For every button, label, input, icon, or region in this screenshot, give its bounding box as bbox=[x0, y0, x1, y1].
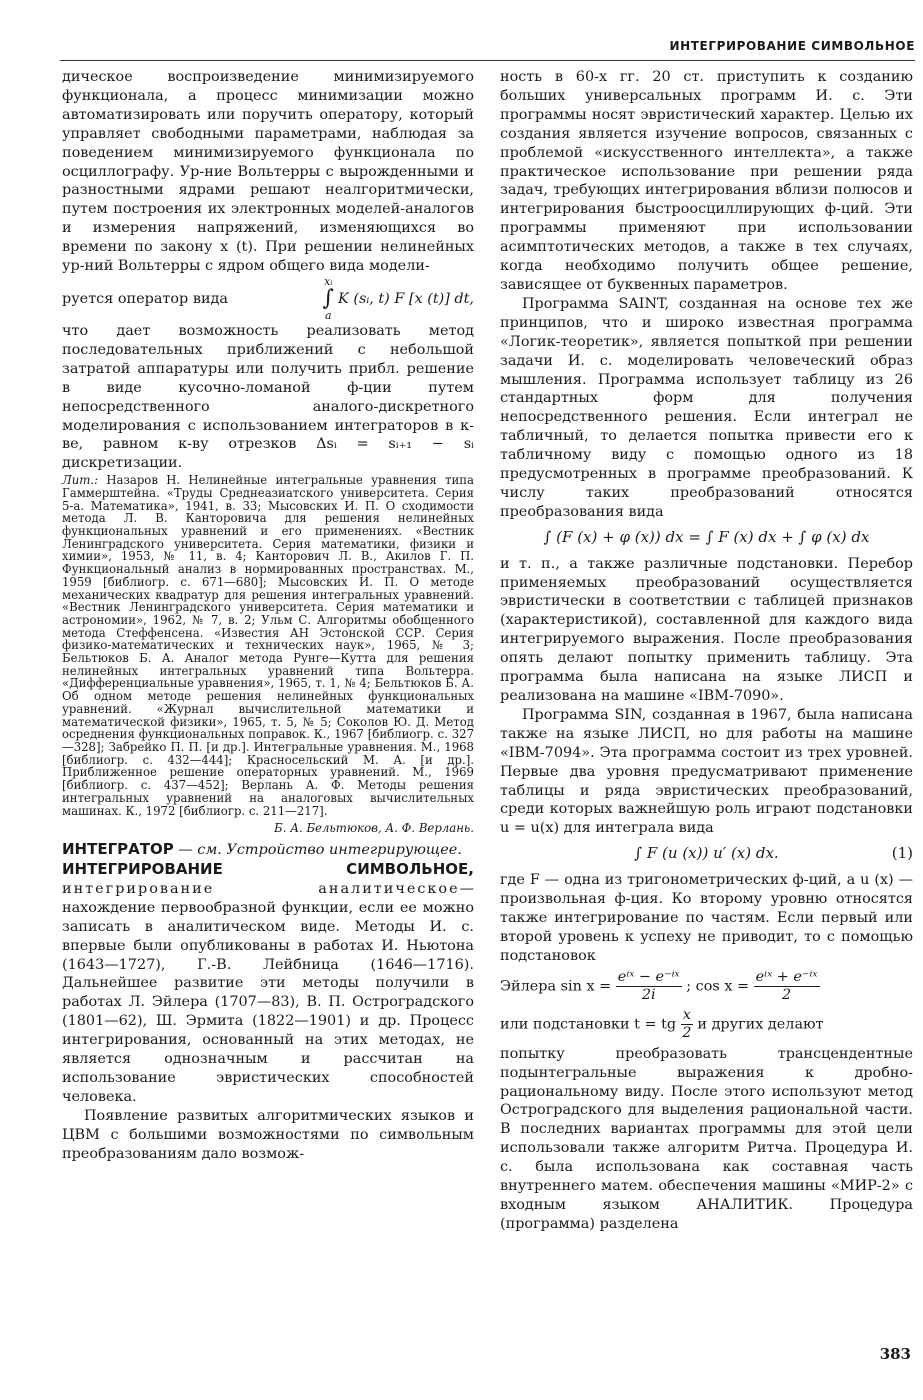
entry-title: ИНТЕГРИРОВАНИЕ СИМВОЛЬНОЕ, bbox=[62, 860, 474, 879]
left-column bbox=[62, 68, 474, 1164]
right-column bbox=[500, 68, 913, 1234]
fraction-denominator: 2 bbox=[682, 1024, 692, 1041]
fraction-denominator: 2i bbox=[641, 986, 656, 1003]
substitution-integral-formula bbox=[500, 844, 913, 863]
euler-cos-fraction bbox=[754, 969, 820, 1004]
running-header: ИНТЕГРИРОВАНИЕ СИМВОЛЬНОЕ bbox=[669, 39, 915, 53]
fraction-numerator: eⁱˣ + e⁻ⁱˣ bbox=[755, 968, 818, 985]
entry-definition: — нахождение первообразной функции, если ее можно записать в аналитическом виде. Методы И. с. впервые были опубликованы в работах И. Ньютона (1643—1727), Г.-В. Лейбница (1646—1716). Дальнейшее развитие эти методы получили в работах Л. Эйлера (1707—83), В. П. Остроградского (1801—62), Ш. Эрмита (1822—1901) и др. Процесс интегрирования, основанный на этих методах, не является однозначным и рассчитан на использование эвристических способностей человека. bbox=[62, 880, 474, 1105]
integral-lower-limit: a bbox=[325, 308, 332, 322]
literature-label: Лит.: bbox=[62, 473, 99, 488]
paragraph: что дает возможность реализовать метод последовательных приближений с небольшой затратой аппаратуры или получить прибл. решение в виде кусочно-ломаной ф-ции путем непосредственного аналого-дискретного моделирования с использованием интеграторов в к-ве, равном к-ву отрезков Δsᵢ = sᵢ₊₁ − sᵢ дискретизации. bbox=[62, 322, 474, 472]
formula-prefix: руется оператор вида bbox=[62, 290, 228, 307]
paragraph: где F — одна из тригонометрических ф-ций, а u (x) — произвольная ф-ция. Ко второму уровню относятся также интегрирование по частям. Если первый или второй уровень к успеху не приводит, то с помощью подстановок bbox=[500, 872, 913, 964]
integral-linearity-formula: ∫ (F (x) + φ (x)) dx = ∫ F (x) dx + ∫ φ (x) dx bbox=[543, 527, 870, 546]
integral-sign: xᵢ ∫ a bbox=[322, 274, 335, 322]
half-angle-fraction bbox=[681, 1007, 693, 1042]
literature-list bbox=[62, 474, 474, 817]
euler-label: Эйлера sin x = bbox=[500, 978, 612, 995]
paragraph: дическое воспроизведение минимизируемого функционала, а процесс минимизации можно автоматизировать или поручить оператору, который управляет свободными параметрами, наблюдая за поведением минимизируемого функционала по осциллографу. Ур-ние Вольтерры с вырожденными и разностными ядрами решают неалгоритмически, путем построения их электронных моделей-аналогов и измерения напряжений, изменяющихся во времени по закону x (t). При решении нелинейных ур-ний Вольтерры с ядром общего вида модели- bbox=[62, 69, 474, 275]
paragraph: и т. п., а также различные подстановки. Перебор применяемых преобразований осуществляется эвристически в соответствии с таблицей признаков (характеристикой), составленной для каждого вида интегрируемого выражения. После преобразования опять делают попытку применить таблицу. Эта программа была написана на языке ЛИСП и реализована на машине «IBM-7090». bbox=[500, 555, 913, 704]
literature-text: Назаров Н. Нелинейные интегральные уравнения типа Гаммерштейна. «Труды Среднеазиатского университета. Серия 5-а. Математика», 1941, в. 33; Мысовских И. П. О сходимости метода Л. В. Канторовича для решения нелинейных функциональных уравнений и его применениях. «Вестник Ленинградского университета. Серия математики, физики и химии», 1953, № 11, в. 4; Канторович Л. В., Акилов Г. П. Функциональный анализ в нормированных пространствах. М., 1959 [библиогр. с. 671—680]; Мысовских И. П. О методе механических квадратур для решения интегральных уравнений. «Вестник Ленинградского университета. Серия математики и астрономии», 1962, № 7, в. 2; Ульм С. Алгоритмы обобщенного метода Стеффенсена. «Известия АН Эстонской ССР. Серия физико-математических и технических наук», 1965, № 3; Бельтюков Б. А. Аналог метода Рунге—Кутта для решения нелинейных интегральных уравнений типа Вольтерра. «Дифференциальные уравнения», 1965, т. 1, № 4; Бельтюков Б. А. Об одном методе решения нелинейных функциональных уравнений. «Журнал вычислительной математики и математической физики», 1965, т. 5, № 5; Соколов Ю. Д. Метод осреднения функциональных поправок. К., 1967 [библиогр. с. 327—328]; Забрейко П. П. [и др.]. Интегральные уравнения. М., 1968 [библиогр. с. 432—444]; Красносельский М. А. [и др.]. Приближенное решение операторных уравнений. М., 1969 [библиогр. с. 437—452]; Верлань А. Ф. Методы решения интегральных уравнений на аналоговых вычислительных машинах. К., 1972 [библиогр. с. 211—217]. bbox=[62, 473, 474, 818]
paragraph: попытку преобразовать трансцендентные подынтегральные выражения к дробно-рациональному виду. После этого используют метод Остроградского для выделения рациональной части. В последних вариантах программы для этой цели использовали также алгоритм Ритча. Процедура И. с. была использована как составная часть внутреннего матем. обеспечения машины «МИР-2» с входным языком АНАЛИТИК. Процедура (программа) разделена bbox=[500, 1045, 913, 1232]
fraction-denominator: 2 bbox=[782, 986, 792, 1003]
substitution-label: или подстановки t = tg bbox=[500, 1016, 677, 1033]
author-signature: Б. А. Бельтюков, А. Ф. Верлань. bbox=[274, 821, 474, 836]
xref-text: — см. Устройство интегрирующее. bbox=[178, 842, 462, 859]
euler-formulas bbox=[500, 969, 913, 1004]
formula-body: K (sᵢ, t) F [x (t)] dt, bbox=[338, 290, 474, 307]
paragraph: Программа SIN, созданная в 1967, была написана также на языке ЛИСП, но для работы на машине «IBM-7094». Эта программа состоит из трех уровней. Первые два уровня предусматривают применение таблицы и ряда эвристических преобразований, среди которых важнейшую роль играют подстановки u = u(x) для интеграла вида bbox=[500, 706, 913, 837]
substitution-tail: и других делают bbox=[697, 1016, 824, 1033]
cross-reference bbox=[62, 840, 474, 860]
euler-sin-fraction bbox=[616, 969, 682, 1004]
tangent-substitution bbox=[500, 1007, 913, 1042]
equation-number: (1) bbox=[891, 844, 913, 863]
header-rule bbox=[60, 60, 915, 61]
formula-body: ∫ F (u (x)) u′ (x) dx. bbox=[634, 844, 779, 863]
integral-upper-limit: xᵢ bbox=[324, 274, 333, 288]
fraction-numerator: eⁱˣ − e⁻ⁱˣ bbox=[617, 968, 680, 985]
operator-formula bbox=[62, 276, 474, 322]
entry bbox=[62, 860, 474, 1107]
euler-cos-label: ; cos x = bbox=[686, 978, 750, 995]
entry-alt-title: интегрирование аналитическое bbox=[62, 880, 460, 897]
paragraph: ность в 60-х гг. 20 ст. приступить к созданию больших универсальных программ И. с. Эти программы носят эвристический характер. Целью их создания является изучение вопросов, связанных с проблемой «искусственного интеллекта», а также практическое использование при решении ряда задач, требующих интегрирования вблизи полюсов и интегрирования быстроосциллирующих ф-ций. Эти программы применяют при использовании асимптотических методов, а также в тех случаях, когда необходимо получить общее решение, зависящее от буквенных параметров. bbox=[500, 69, 913, 293]
paragraph: Появление развитых алгоритмических языков и ЦВМ с большими возможностями по символьным преобразованиям дало возмож- bbox=[62, 1107, 474, 1162]
xref-title: ИНТЕГРАТОР bbox=[62, 840, 174, 859]
page-number: 383 bbox=[879, 1345, 911, 1363]
fraction-numerator: x bbox=[682, 1006, 691, 1023]
paragraph: Программа SAINT, созданная на основе тех же принципов, что и широко известная программа «Логик-теоретик», является попыткой при решении задачи И. с. моделировать человеческий образ мышления. Программа использует таблицу из 26 стандартных форм для получения непосредственного решения. Если интеграл не табличный, то делается попытка привести его к табличному виду с помощью одного из 18 предусмотренных в программе преобразований. К числу таких преобразований относятся преобразования вида bbox=[500, 295, 913, 520]
